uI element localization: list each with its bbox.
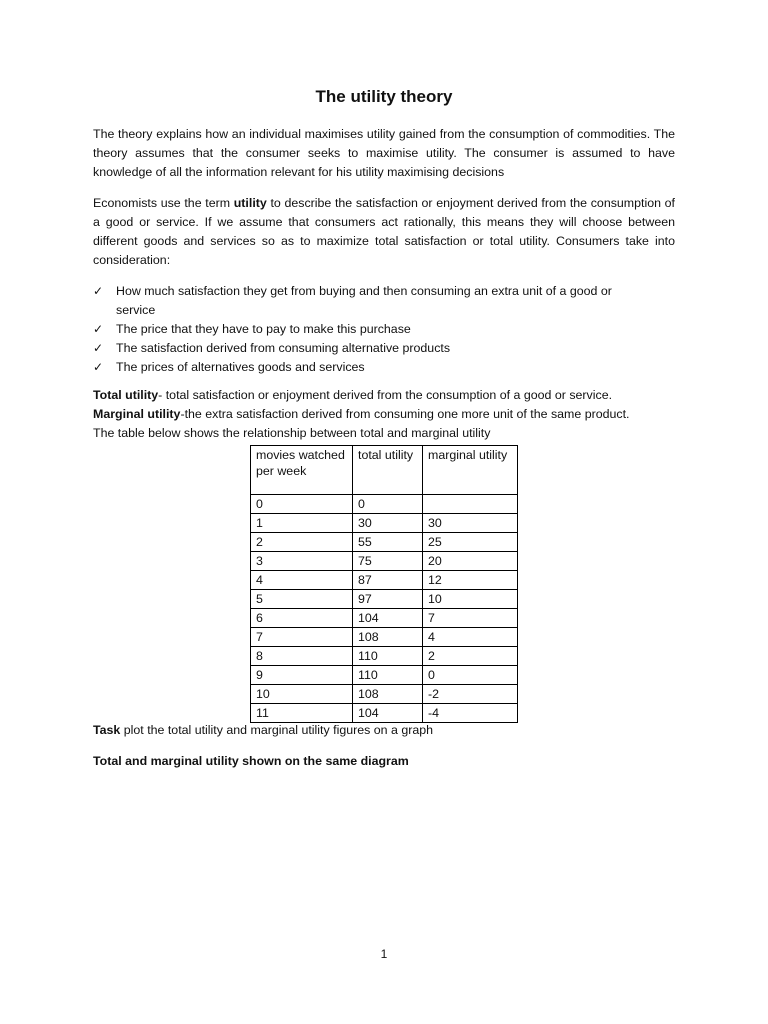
- cell-marginal-utility: 20: [423, 552, 518, 571]
- cell-marginal-utility: 0: [423, 666, 518, 685]
- cell-movies: 9: [251, 666, 353, 685]
- cell-marginal-utility: 25: [423, 533, 518, 552]
- cell-marginal-utility: [423, 495, 518, 514]
- cell-total-utility: 75: [353, 552, 423, 571]
- cell-movies: 2: [251, 533, 353, 552]
- cell-movies: 1: [251, 514, 353, 533]
- cell-movies: 5: [251, 590, 353, 609]
- definitions: [93, 386, 693, 443]
- cell-movies: 6: [251, 609, 353, 628]
- table-row: [251, 685, 518, 704]
- table-row: [251, 609, 518, 628]
- cell-marginal-utility: 12: [423, 571, 518, 590]
- list-item-text: The prices of alternatives goods and services: [116, 360, 365, 374]
- table-row: [251, 533, 518, 552]
- cell-total-utility: 110: [353, 647, 423, 666]
- table-row: [251, 590, 518, 609]
- considerations-list: [93, 282, 653, 377]
- cell-movies: 7: [251, 628, 353, 647]
- total-utility-text: - total satisfaction or enjoyment derived from the consumption of a good or service.: [158, 388, 613, 402]
- task-line: [93, 721, 433, 740]
- cell-marginal-utility: 10: [423, 590, 518, 609]
- page-number: 1: [380, 947, 388, 961]
- cell-total-utility: 104: [353, 704, 423, 723]
- page-title: The utility theory: [315, 87, 453, 106]
- table-header-row: [251, 446, 518, 495]
- intro-paragraph: The theory explains how an individual maximises utility gained from the consumption of commodities. The theory assumes that the consumer seeks to maximise utility. The consumer is assumed to have knowledge of all the information relevant for his utility maximising decisions: [93, 127, 675, 179]
- cell-total-utility: 110: [353, 666, 423, 685]
- utility-paragraph-rest: to describe the satisfaction or enjoyment derived from the consumption of a good or service. If we assume that consumers act rationally, this means they will choose between different goods and services so as to maximize total satisfaction or total utility. Consumers take into consideration:: [93, 196, 675, 267]
- cell-marginal-utility: 2: [423, 647, 518, 666]
- cell-total-utility: 0: [353, 495, 423, 514]
- utility-term: utility: [233, 196, 267, 210]
- list-item-text: The satisfaction derived from consuming alternative products: [116, 341, 451, 355]
- cell-movies: 0: [251, 495, 353, 514]
- marginal-utility-term: Marginal utility: [93, 407, 181, 421]
- cell-marginal-utility: 7: [423, 609, 518, 628]
- cell-total-utility: 55: [353, 533, 423, 552]
- header-marginal-utility: marginal utility: [423, 446, 518, 495]
- utility-paragraph: [93, 194, 675, 270]
- task-text: plot the total utility and marginal utility figures on a graph: [120, 723, 434, 737]
- cell-total-utility: 87: [353, 571, 423, 590]
- table-row: [251, 571, 518, 590]
- cell-total-utility: 108: [353, 685, 423, 704]
- header-movies: movies watched per week: [251, 446, 353, 495]
- utility-table: [250, 445, 518, 723]
- list-item-text: How much satisfaction they get from buying and then consuming an extra unit of a good or service: [116, 284, 612, 317]
- cell-marginal-utility: 4: [423, 628, 518, 647]
- cell-marginal-utility: -2: [423, 685, 518, 704]
- table-intro: The table below shows the relationship between total and marginal utility: [93, 426, 491, 440]
- cell-total-utility: 104: [353, 609, 423, 628]
- diagram-heading: Total and marginal utility shown on the same diagram: [93, 754, 409, 768]
- table-row: [251, 552, 518, 571]
- list-item-text: The price that they have to pay to make this purchase: [116, 322, 411, 336]
- header-total-utility: total utility: [353, 446, 423, 495]
- list-item: [93, 320, 653, 339]
- check-icon: ✓: [93, 360, 104, 374]
- cell-movies: 8: [251, 647, 353, 666]
- table-row: [251, 628, 518, 647]
- check-icon: ✓: [93, 322, 104, 336]
- table-row: [251, 647, 518, 666]
- cell-total-utility: 108: [353, 628, 423, 647]
- marginal-utility-text: -the extra satisfaction derived from consuming one more unit of the same product.: [180, 407, 630, 421]
- total-utility-term: Total utility: [93, 388, 159, 402]
- cell-movies: 4: [251, 571, 353, 590]
- list-item: [93, 358, 653, 377]
- task-label: Task: [93, 723, 121, 737]
- total-utility-definition: [93, 386, 693, 405]
- table-row: [251, 704, 518, 723]
- cell-movies: 11: [251, 704, 353, 723]
- cell-marginal-utility: 30: [423, 514, 518, 533]
- utility-paragraph-lead: Economists use the term: [93, 196, 234, 210]
- list-item: [93, 282, 653, 320]
- cell-movies: 3: [251, 552, 353, 571]
- table-row: [251, 514, 518, 533]
- cell-movies: 10: [251, 685, 353, 704]
- cell-marginal-utility: -4: [423, 704, 518, 723]
- list-item: [93, 339, 653, 358]
- marginal-utility-definition: [93, 405, 693, 424]
- table-row: [251, 666, 518, 685]
- cell-total-utility: 97: [353, 590, 423, 609]
- cell-total-utility: 30: [353, 514, 423, 533]
- check-icon: ✓: [93, 341, 104, 355]
- table-row: [251, 495, 518, 514]
- check-icon: ✓: [93, 284, 104, 298]
